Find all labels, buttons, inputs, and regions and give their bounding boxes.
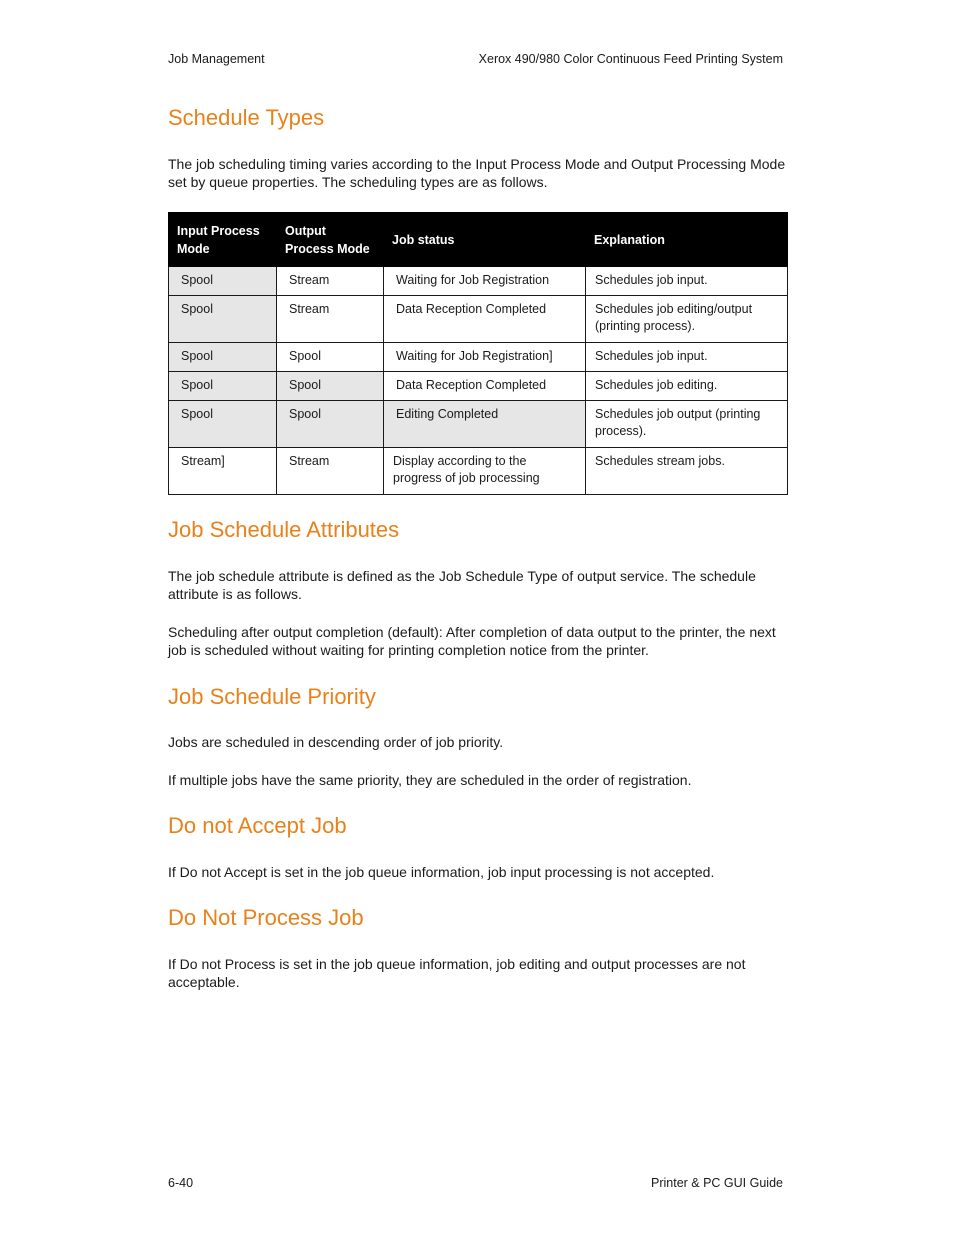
table-cell: Stream bbox=[277, 267, 384, 296]
running-footer-right: Printer & PC GUI Guide bbox=[651, 1176, 783, 1190]
table-row bbox=[169, 448, 788, 495]
table-row bbox=[169, 296, 788, 343]
table-cell: Spool bbox=[169, 267, 277, 296]
table-cell: Spool bbox=[277, 401, 384, 448]
table-cell: Data Reception Completed bbox=[384, 296, 586, 343]
do-not-process-paragraph: If Do not Process is set in the job queue information, job editing and output processes are not acceptable. bbox=[168, 956, 746, 990]
table-cell: Waiting for Job Registration bbox=[384, 267, 586, 296]
table-cell: Spool bbox=[169, 401, 277, 448]
table-cell: Schedules job editing. bbox=[586, 372, 788, 401]
table-cell: Spool bbox=[169, 372, 277, 401]
column-header: Input Process Mode bbox=[169, 213, 277, 267]
page-number: 6-40 bbox=[168, 1176, 194, 1190]
job-schedule-priority-paragraph-1: Jobs are scheduled in descending order of job priority. bbox=[168, 734, 504, 750]
column-header: Explanation bbox=[586, 213, 788, 267]
job-schedule-priority-paragraph-2: If multiple jobs have the same priority, they are scheduled in the order of registration. bbox=[168, 772, 692, 788]
job-schedule-attributes-paragraph-1: The job schedule attribute is defined as the Job Schedule Type of output service. The schedule attribute is as follows. bbox=[168, 568, 756, 602]
table-cell: Stream] bbox=[169, 448, 277, 495]
heading-job-schedule-attributes: Job Schedule Attributes bbox=[168, 517, 400, 542]
table-cell: Schedules stream jobs. bbox=[586, 448, 788, 495]
table-cell: Data Reception Completed bbox=[384, 372, 586, 401]
heading-do-not-process-job: Do Not Process Job bbox=[168, 905, 364, 930]
table-cell: Schedules job input. bbox=[586, 343, 788, 372]
do-not-accept-paragraph: If Do not Accept is set in the job queue information, job input processing is not accepted. bbox=[168, 864, 715, 880]
schedule-types-intro: The job scheduling timing varies according to the Input Process Mode and Output Processing Mode set by queue properties. The scheduling types are as follows. bbox=[168, 156, 786, 190]
table-row bbox=[169, 267, 788, 296]
table-cell: Spool bbox=[277, 343, 384, 372]
running-header-right: Xerox 490/980 Color Continuous Feed Printing System bbox=[478, 52, 783, 66]
table-cell: Schedules job input. bbox=[586, 267, 788, 296]
heading-job-schedule-priority: Job Schedule Priority bbox=[168, 684, 376, 709]
running-header-left: Job Management bbox=[168, 52, 265, 66]
heading-schedule-types: Schedule Types bbox=[168, 105, 325, 130]
job-schedule-attributes-paragraph-2: Scheduling after output completion (default): After completion of data output to the printer, the next job is scheduled without waiting for printing completion notice from the printer. bbox=[168, 624, 776, 658]
table-cell: Schedules job output (printing process). bbox=[586, 401, 788, 448]
table-cell: Waiting for Job Registration] bbox=[384, 343, 586, 372]
table-row bbox=[169, 343, 788, 372]
table-cell: Stream bbox=[277, 296, 384, 343]
table-cell: Display according to the progress of job processing bbox=[384, 448, 586, 495]
table-row bbox=[169, 401, 788, 448]
column-header: Job status bbox=[384, 213, 586, 267]
table-header-row bbox=[169, 213, 788, 267]
schedule-types-table bbox=[168, 212, 788, 495]
table-cell: Stream bbox=[277, 448, 384, 495]
table-row bbox=[169, 372, 788, 401]
table-cell: Spool bbox=[169, 343, 277, 372]
table-cell: Editing Completed bbox=[384, 401, 586, 448]
heading-do-not-accept-job: Do not Accept Job bbox=[168, 813, 347, 838]
table-cell: Schedules job editing/output (printing process). bbox=[586, 296, 788, 343]
table-cell: Spool bbox=[169, 296, 277, 343]
column-header: Output Process Mode bbox=[277, 213, 384, 267]
table-cell: Spool bbox=[277, 372, 384, 401]
